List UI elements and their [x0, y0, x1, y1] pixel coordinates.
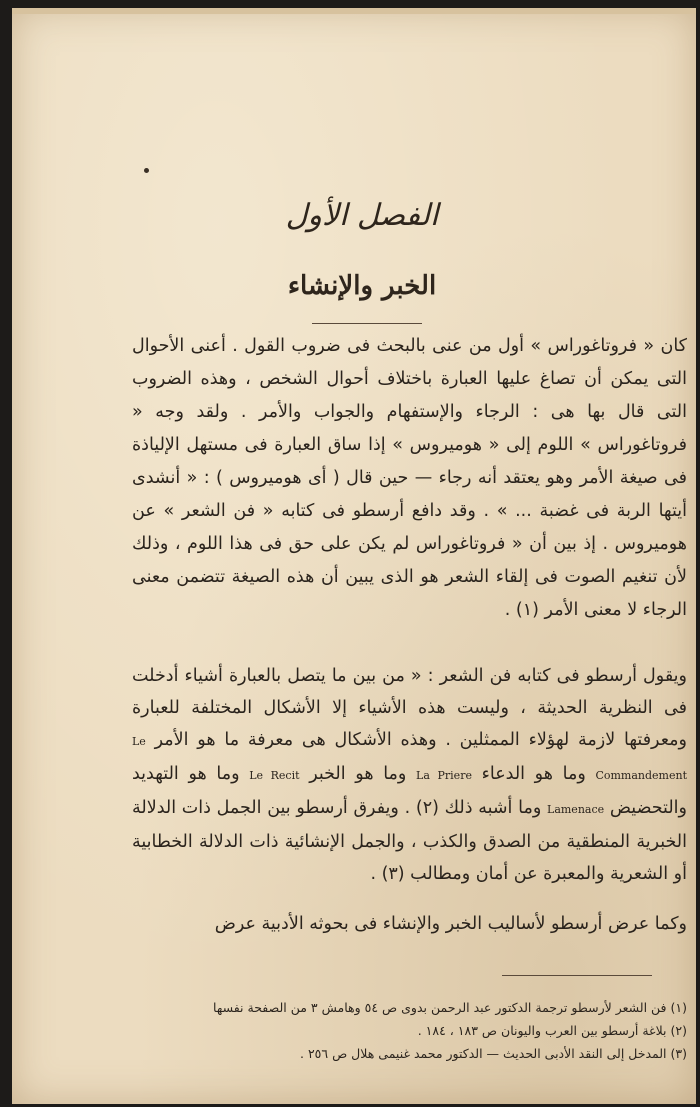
term-le-commandement: Le Commandement: [132, 735, 687, 782]
book-page: [12, 8, 696, 1104]
paragraph-2-part-4: وما هو التهديد والتحضيض: [132, 764, 687, 818]
paragraph-2-part-2: وما هو الدعاء: [481, 764, 586, 784]
paragraph-3: وكما عرض أرسطو لأساليب الخبر والإنشاء فى بحوثه الأدبية عرض: [214, 914, 687, 934]
term-lamenace: Lamenace: [547, 803, 605, 816]
footnote-1: (١) فن الشعر لأرسطو ترجمة الدكتور عبد الرحمن بدوى ص ٥٤ وهامش ٣ من الصفحة نفسها: [213, 1000, 687, 1015]
footnote-2: (٢) بلاغة أرسطو بين العرب واليونان ص ١٨٣ ، ١٨٤ .: [417, 1023, 687, 1038]
paragraph-2-part-1: ويقول أرسطو فى كتابه فن الشعر : « من بين ما يتصل بالعبارة أشياء أدخلت فى النظرية الحديثة ، وليست هذه الأشياء إلا الأشكال المختلفة للعبارة ومعرفتها لازمة لهؤلاء الممثلين . وهذه الأشكال هى معرفة ما هو الأمر: [132, 666, 687, 750]
term-la-priere: La Priere: [416, 769, 472, 782]
page-top-edge: [12, 8, 696, 14]
paragraph-1: كان « فروتاغوراس » أول من عنى بالبحث فى ضروب القول . أعنى الأحوال التى يمكن أن تصاغ عليها العبارة باختلاف أحوال الشخص ، وهذه الضروب التى قال بها هى : الرجاء والإستفهام والجواب والأمر . ولقد وجه « فروتاغوراس » اللوم إلى « هوميروس » إذا ساق العبارة فى مستهل الإلياذة فى صيغة الأمر وهو يعتقد أنه رجاء — حين قال ( أى هوميروس ) : « أنشدى أيتها الربة فى غضبة ... » . وقد دافع أرسطو فى كتابه « فن الشعر » عن هوميروس . إذ بين أن « فروتاغوراس لم يكن على حق فى هذا اللوم ، وذلك لأن تنغيم الصوت فى إلقاء الشعر هو الذى يبين أن هذه الصيغة تتضمن معنى الرجاء لا معنى الأمر (١) .: [132, 336, 687, 620]
footnote-3: (٣) المدخل إلى النقد الأدبى الحديث — الدكتور محمد غنيمى هلال ص ٢٥٦ .: [300, 1046, 687, 1061]
section-title: الخبر والإنشاء: [287, 271, 437, 301]
title-divider: [312, 323, 422, 324]
footnote-divider: [502, 975, 652, 976]
ink-dot: [144, 168, 149, 173]
paragraph-2-part-5: وما أشبه ذلك (٢) . ويفرق أرسطو بين الجمل ذات الدلالة الخبرية المنطقية من الصدق والكذب ، والجمل الإنشائية ذات الدلالة الخطابية أو الشعرية والمعبرة عن أمان ومطالب (٣) .: [132, 798, 687, 884]
footnotes: [132, 996, 687, 1065]
term-le-recit: Le Recit: [249, 769, 300, 782]
chapter-title: الفصل الأول: [285, 198, 439, 233]
paragraph-2-part-3: وما هو الخبر: [309, 764, 407, 784]
paragraph-2: [132, 660, 687, 890]
